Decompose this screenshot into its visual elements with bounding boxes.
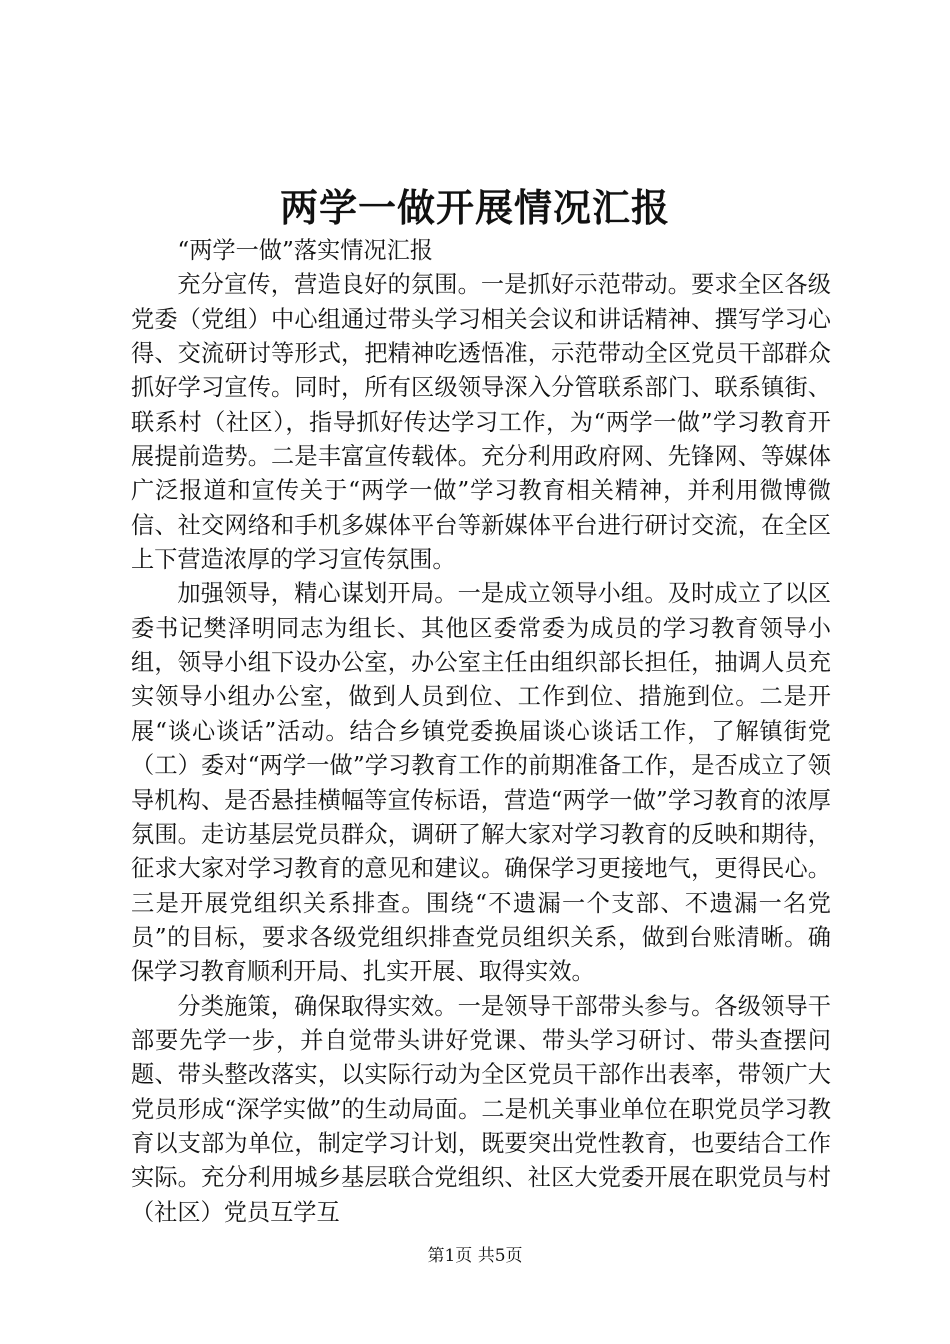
document-title: 两学一做开展情况汇报 bbox=[279, 185, 670, 230]
document-body bbox=[131, 234, 831, 1230]
page-number: 第1页 共5页 bbox=[427, 1246, 523, 1266]
paragraph-leadership: 加强领导，精心谋划开局。一是成立领导小组。及时成立了以区委书记樊泽明同志为组长、其他区委常委为成员的学习教育领导小组，领导小组下设办公室，办公室主任由组织部长担任，抽调人员充实领导小组办公室，做到人员到位、工作到位、措施到位。二是开展“谈心谈话”活动。结合乡镇党委换届谈心谈话工作，了解镇街党（工）委对“两学一做”学习教育工作的前期准备工作，是否成立了领导机构、是否悬挂横幅等宣传标语，营造“两学一做”学习教育的浓厚氛围。走访基层党员群众，调研了解大家对学习教育的反映和期待，征求大家对学习教育的意见和建议。确保学习更接地气，更得民心。三是开展党组织关系排查。围绕“不遗漏一个支部、不遗漏一名党员”的目标，要求各级党组织排查党员组织关系，做到台账清晰。确保学习教育顺利开局、扎实开展、取得实效。 bbox=[131, 580, 831, 986]
paragraph-publicity: 充分宣传，营造良好的氛围。一是抓好示范带动。要求全区各级党委（党组）中心组通过带头学习相关会议和讲话精神、撰写学习心得、交流研讨等形式，把精神吃透悟准，示范带动全区党员干部群众抓好学习宣传。同时，所有区级领导深入分管联系部门、联系镇街、联系村（社区），指导抓好传达学习工作，为“两学一做”学习教育开展提前造势。二是丰富宣传载体。充分利用政府网、先锋网、等媒体广泛报道和宣传关于“两学一做”学习教育相关精神，并利用微博微信、社交网络和手机多媒体平台等新媒体平台进行研讨交流，在全区上下营造浓厚的学习宣传氛围。 bbox=[131, 271, 831, 574]
document-subtitle: “两学一做”落实情况汇报 bbox=[177, 237, 433, 264]
paragraph-measures: 分类施策，确保取得实效。一是领导干部带头参与。各级领导干部要先学一步，并自觉带头讲好党课、带头学习研讨、带头查摆问题、带头整改落实，以实际行动为全区党员干部作出表率，带领广大党员形成“深学实做”的生动局面。二是机关事业单位在职党员学习教育以支部为单位，制定学习计划，既要突出党性教育，也要结合工作实际。充分利用城乡基层联合党组织、社区大党委开展在职党员与村（社区）党员互学互 bbox=[131, 992, 831, 1226]
